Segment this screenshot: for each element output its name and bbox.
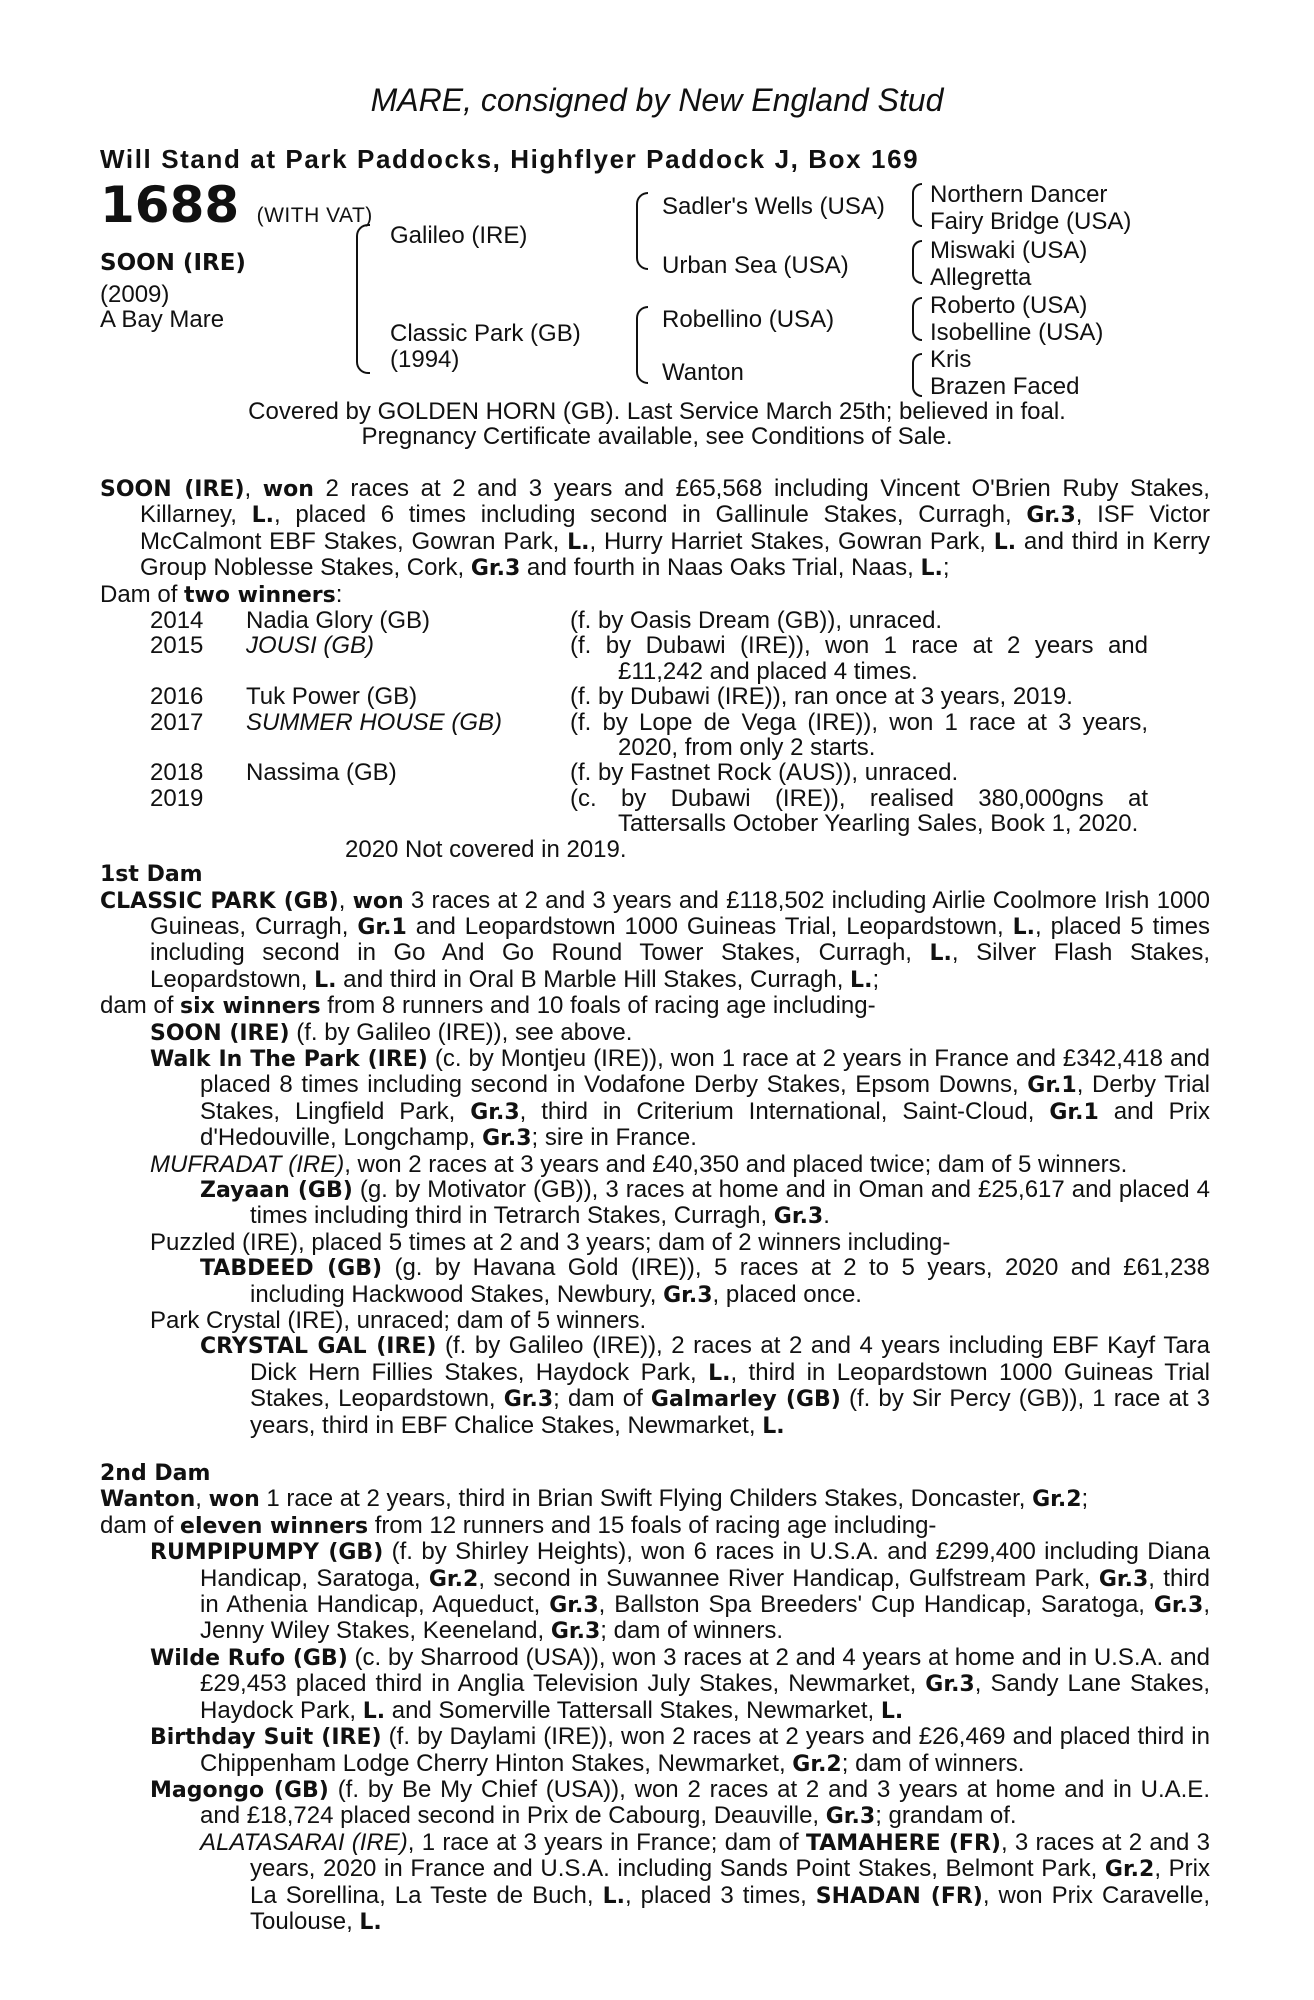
produce-entry: MUFRADAT (IRE), won 2 races at 3 years and £40,350 and placed twice; dam of 5 winners. (150, 1150, 1128, 1178)
produce-entry: Walk In The Park (IRE) (c. by Montjeu (IRE)), won 1 race at 2 years in France and £342,418 and placed 8 times including second in Vodafone Derby Stakes, Epsom Downs, Gr.1, Derby Trial Stakes, Lingfield Park, Gr.3, third in Criterium International, Saint-Cloud, Gr.1 and Prix d'Hedouville, Longchamp, Gr.3; sire in France. (150, 1044, 1210, 1152)
produce-entry: CRYSTAL GAL (IRE) (f. by Galileo (IRE)), 2 races at 2 and 4 years including EBF Kayf Tara Dick Hern Fillies Stakes, Haydock Park, L., third in Leopardstown 1000 Guineas Trial Stakes, Leopardstown, Gr.3; dam of Galmarley (GB) (f. by Sir Percy (GB)), 1 race at 3 years, third in EBF Chalice Stakes, Newmarket, L. (200, 1332, 1211, 1439)
produce-entry: RUMPIPUMPY (GB) (f. by Shirley Heights), won 6 races in U.S.A. and £299,400 including Diana Handicap, Saratoga, Gr.2, second in Suwannee River Handicap, Gulfstream Park, Gr.3, third in Athenia Handicap, Aqueduct, Gr.3, Ballston Spa Breeders' Cup Handicap, Saratoga, Gr.3, Jenny Wiley Stakes, Keeneland, Gr.3; dam of winners. (150, 1538, 1210, 1645)
horse-name: SOON (IRE) (100, 250, 246, 276)
certificate-note: Pregnancy Certificate available, see Conditions of Sale. (361, 423, 953, 450)
second-dam-record: Wanton, won 1 race at 2 years, third in Brian Swift Flying Childers Stakes, Doncaster, Gr.2; (100, 1485, 1089, 1513)
pedigree-dds: Kris (930, 346, 972, 373)
produce-row: 2018 Nassima (GB) (f. by Fastnet Rock (AUS)), unraced. (150, 759, 959, 787)
produce-entry: Puzzled (IRE), placed 5 times at 2 and 3 years; dam of 2 winners including- (150, 1228, 951, 1256)
first-dam-produce-line: dam of six winners from 8 runners and 10 foals of racing age including- (100, 992, 876, 1020)
lot-heading: MARE, consigned by New England Stud (370, 82, 944, 118)
pedigree-dam: Classic Park (GB) (390, 320, 581, 347)
pedigree-dss: Roberto (USA) (930, 292, 1088, 319)
pedigree-ds: Robellino (USA) (662, 306, 835, 333)
catalogue-body (100, 476, 1210, 1935)
covered-note: Covered by GOLDEN HORN (GB). Last Service March 25th; believed in foal. (248, 398, 1066, 425)
pedigree-sdd: Allegretta (930, 264, 1032, 291)
produce-entry: Magongo (GB) (f. by Be My Chief (USA)), won 2 races at 2 and 3 years at home and in U.A.E. and £18,724 placed second in Prix de Cabourg, Deauville, Gr.3; grandam of. (150, 1775, 1210, 1830)
brace-dd (912, 353, 922, 397)
brace-sire-line (636, 192, 648, 270)
pedigree-ddd: Brazen Faced (930, 373, 1080, 400)
horse-year: (2009) (100, 281, 170, 308)
second-dam-heading: 2nd Dam (100, 1461, 211, 1487)
second-dam-produce-line: dam of eleven winners from 12 runners and 15 foals of racing age including- (100, 1511, 937, 1539)
produce-entry: Wilde Rufo (GB) (c. by Sharrood (USA)), won 3 races at 2 and 4 years at home and in U.S.A. and £29,453 placed third in Anglia Television July Stakes, Newmarket, Gr.3, Sandy Lane Stakes, Haydock Park, L. and Somerville Tattersall Stakes, Newmarket, L. (150, 1643, 1210, 1724)
first-dam-record: CLASSIC PARK (GB), won 3 races at 2 and 3 years and £118,502 including Airlie Coolmore Irish 1000 Guineas, Curragh, Gr.1 and Leopardstown 1000 Guineas Trial, Leopardstown, L., placed 5 times including second in Go And Go Round Tower Stakes, Curragh, L., Silver Flash Stakes, Leopardstown, L. and third in Oral B Marble Hill Stakes, Curragh, L.; (100, 886, 1210, 993)
produce-entry: ALATASARAI (IRE), 1 race at 3 years in France; dam of TAMAHERE (FR), 3 races at 2 and 3 years, 2020 in France and U.S.A. including Sands Point Stakes, Belmont Park, Gr.2, Prix La Sorellina, La Teste de Buch, L., placed 3 times, SHADAN (FR), won Prix Caravelle, Toulouse, L. (200, 1828, 1211, 1935)
pedigree-sss: Northern Dancer (930, 181, 1108, 208)
pedigree-ssd: Fairy Bridge (USA) (930, 208, 1132, 235)
brace-dam-line (636, 306, 648, 384)
produce-row: 2014 Nadia Glory (GB) (f. by Oasis Dream (GB)), unraced. (150, 607, 943, 635)
first-dam-heading: 1st Dam (100, 862, 203, 888)
pedigree-ss: Sadler's Wells (USA) (662, 193, 885, 220)
produce-entry: SOON (IRE) (f. by Galileo (IRE)), see above. (150, 1018, 633, 1046)
produce-entry: Park Crystal (IRE), unraced; dam of 5 winners. (150, 1307, 647, 1334)
lot-number-value: 1688 (100, 176, 240, 234)
produce-entry: Zayaan (GB) (g. by Motivator (GB)), 3 races at home and in Oman and £25,617 and placed 4 times including third in Tetrarch Stakes, Curragh, Gr.3. (200, 1175, 1210, 1230)
horse-description: A Bay Mare (100, 306, 225, 333)
brace-ds (912, 297, 922, 341)
brace-sire-dam (356, 224, 370, 374)
mare-name: SOON (IRE) (100, 477, 245, 502)
won-label: won (262, 477, 314, 502)
not-covered-note: 2020 Not covered in 2019. (345, 835, 627, 863)
pedigree-dd: Wanton (662, 359, 744, 386)
brace-sd (912, 240, 922, 284)
produce-row: 2017 SUMMER HOUSE (GB) (f. by Lope de Vega (IRE)), won 1 race at 3 years, 2020, from only 2 starts. (150, 708, 1148, 762)
pedigree-sd: Urban Sea (USA) (662, 252, 849, 279)
pedigree-dsd: Isobelline (USA) (930, 319, 1104, 346)
produce-row: 2016 Tuk Power (GB) (f. by Dubawi (IRE)), ran once at 3 years, 2019. (150, 683, 1073, 711)
lot-number (100, 176, 373, 234)
pedigree-dam-year: (1994) (390, 346, 460, 373)
brace-ss (912, 183, 922, 227)
produce-row: 2015 JOUSI (GB) (f. by Dubawi (IRE)), won 1 race at 2 years and £11,242 and placed 4 times. (150, 632, 1148, 685)
produce-table (150, 608, 1148, 837)
produce-entry: Birthday Suit (IRE) (f. by Daylami (IRE)), won 2 races at 2 years and £26,469 and placed third in Chippenham Lodge Cherry Hinton Stakes, Newmarket, Gr.2; dam of winners. (150, 1723, 1210, 1777)
vat-note: (WITH VAT) (256, 204, 373, 227)
dam-of-line: Dam of two winners: (100, 580, 343, 608)
produce-row: 2019 (c. by Dubawi (IRE)), realised 380,000gns at Tattersalls October Yearling Sales, Book 1, 2020. (150, 784, 1148, 838)
pedigree-sire: Galileo (IRE) (390, 222, 528, 249)
mare-record: SOON (IRE), won 2 races at 2 and 3 years and £65,568 including Vincent O'Brien Ruby Stakes, Killarney, L., placed 6 times including second in Gallinule Stakes, Curragh, Gr.3, ISF Victor McCalmont EBF Stakes, Gowran Park, L., Hurry Harriet Stakes, Gowran Park, L. and third in Kerry Group Noblesse Stakes, Cork, Gr.3 and fourth in Naas Oaks Trial, Naas, L.; (100, 475, 1210, 582)
produce-entry: TABDEED (GB) (g. by Havana Gold (IRE)), 5 races at 2 to 5 years, 2020 and £61,238 including Hackwood Stakes, Newbury, Gr.3, placed once. (200, 1254, 1211, 1308)
box-location: Will Stand at Park Paddocks, Highflyer Paddock J, Box 169 (100, 144, 920, 174)
pedigree-sds: Miswaki (USA) (930, 237, 1088, 264)
